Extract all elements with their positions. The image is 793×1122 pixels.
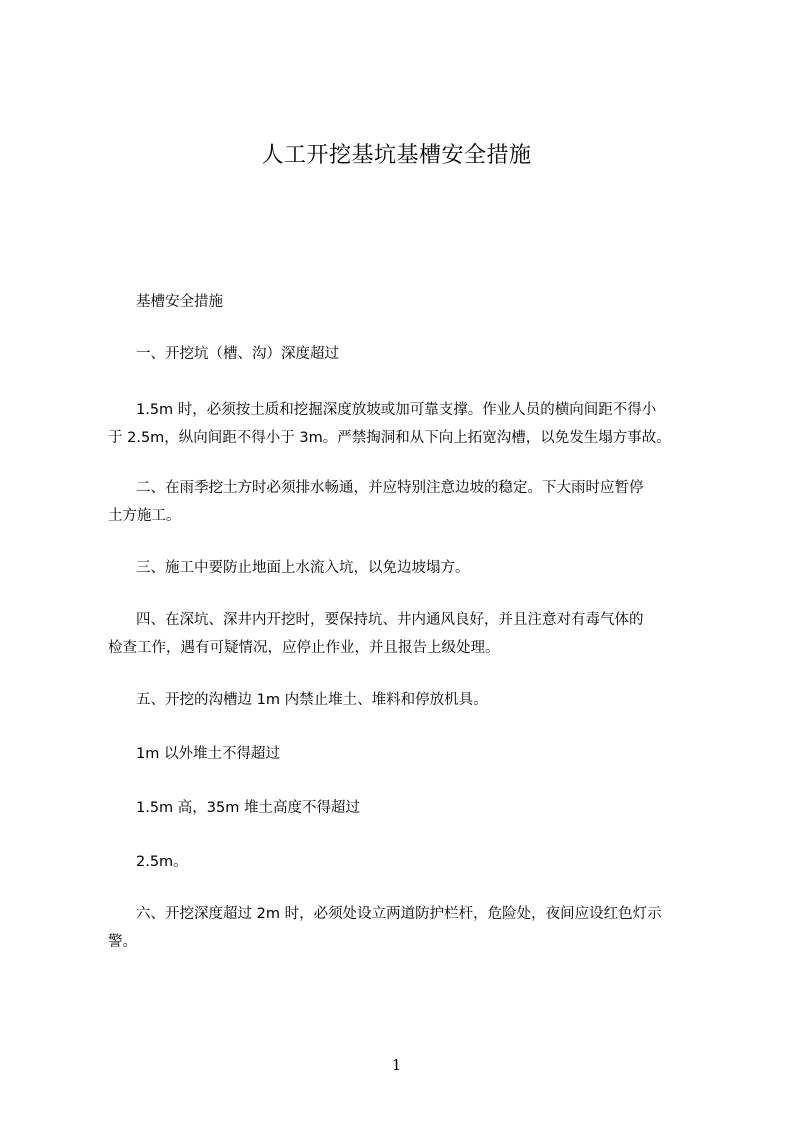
paragraph-6 xyxy=(108,900,708,956)
paragraph-line: 土方施工。 xyxy=(108,508,181,524)
paragraph-3 xyxy=(108,554,708,582)
paragraph-line: 基槽安全措施 xyxy=(136,294,223,310)
paragraph-5 xyxy=(108,686,708,714)
paragraph-line: 于 2.5m，纵向间距不得小于 3m。严禁掏洞和从下向上拓宽沟槽，以免发生塌方事故。 xyxy=(108,430,671,446)
paragraph-line: 四、在深坑、深井内开挖时，要保持坑、井内通风良好，并且注意对有毒气体的 xyxy=(136,612,644,628)
paragraph-4 xyxy=(108,606,708,662)
paragraph-line: 1.5m 高，35m 堆土高度不得超过 xyxy=(136,800,360,816)
paragraph-5-continued-3 xyxy=(108,848,708,876)
paragraph-line: 警。 xyxy=(108,934,137,950)
paragraph-line: 1m 以外堆土不得超过 xyxy=(136,746,280,762)
paragraph-line: 1.5m 时，必须按土质和挖掘深度放坡或加可靠支撑。作业人员的横向间距不得小 xyxy=(136,402,657,418)
paragraph-5-continued-2 xyxy=(108,794,708,822)
page-number: 1 xyxy=(391,1056,402,1074)
document-title: 人工开挖基坑基槽安全措施 xyxy=(261,143,532,168)
paragraph-line: 六、开挖深度超过 2m 时，必须处设立两道防护栏杆，危险处，夜间应设红色灯示 xyxy=(136,906,662,922)
paragraph-line: 五、开挖的沟槽边 1m 内禁止堆土、堆料和停放机具。 xyxy=(136,692,488,708)
paragraph-heading xyxy=(108,288,708,316)
paragraph-line: 检查工作，遇有可疑情况，应停止作业，并且报告上级处理。 xyxy=(108,640,500,656)
paragraph-1-body xyxy=(108,396,708,452)
paragraph-line: 一、开挖坑（槽、沟）深度超过 xyxy=(136,346,339,362)
paragraph-line: 二、在雨季挖土方时必须排水畅通，并应特别注意边坡的稳定。下大雨时应暂停 xyxy=(136,480,644,496)
paragraph-line: 三、施工中要防止地面上水流入坑，以免边坡塌方。 xyxy=(136,560,470,576)
paragraph-2 xyxy=(108,474,708,530)
paragraph-5-continued-1 xyxy=(108,740,708,768)
paragraph-1-title xyxy=(108,340,708,368)
paragraph-line: 2.5m。 xyxy=(136,854,188,870)
